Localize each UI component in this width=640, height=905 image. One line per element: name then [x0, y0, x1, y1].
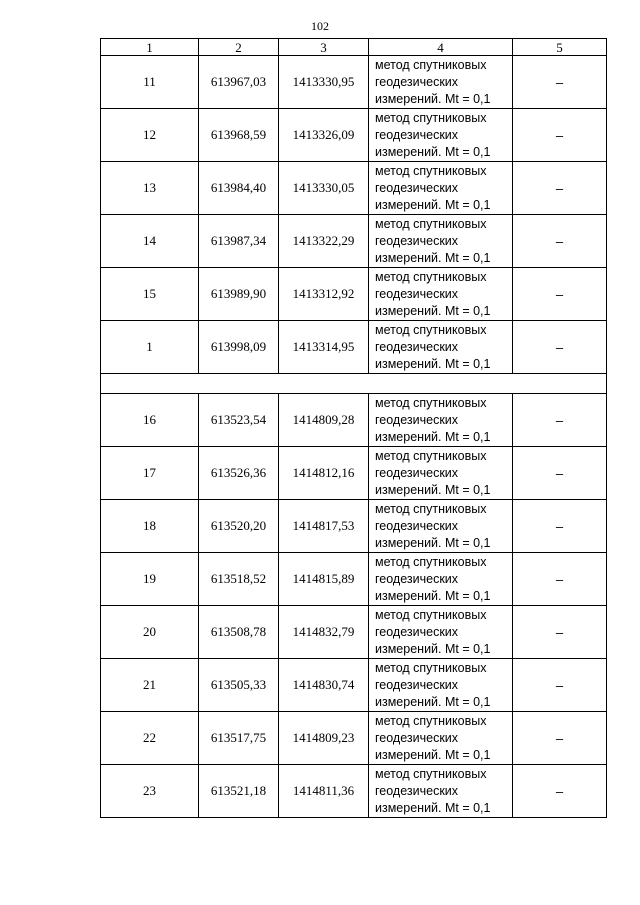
- method-text-line: метод спутниковых: [375, 607, 487, 622]
- x-coordinate-cell: 613505,33: [199, 659, 279, 712]
- method-text-line: метод спутниковых: [375, 322, 487, 337]
- table-row: [101, 215, 607, 268]
- method-cell: [369, 56, 513, 109]
- note-cell: –: [513, 447, 607, 500]
- method-text-line: измерений. Mt = 0,1: [375, 800, 491, 815]
- column-header: 3: [279, 39, 369, 56]
- method-text-line: измерений. Mt = 0,1: [375, 356, 491, 371]
- point-number-cell: 12: [101, 109, 199, 162]
- y-coordinate-cell: 1414832,79: [279, 606, 369, 659]
- method-text-line: измерений. Mt = 0,1: [375, 144, 491, 159]
- method-text-line: метод спутниковых: [375, 395, 487, 410]
- point-number-cell: 15: [101, 268, 199, 321]
- y-coordinate-cell: 1414812,16: [279, 447, 369, 500]
- x-coordinate-cell: 613518,52: [199, 553, 279, 606]
- note-cell: –: [513, 321, 607, 374]
- method-text-line: измерений. Mt = 0,1: [375, 641, 491, 656]
- method-text-line: измерений. Mt = 0,1: [375, 588, 491, 603]
- method-text-line: метод спутниковых: [375, 110, 487, 125]
- table-row: [101, 553, 607, 606]
- point-number-cell: 19: [101, 553, 199, 606]
- table-row: [101, 500, 607, 553]
- table-row: [101, 447, 607, 500]
- method-cell: [369, 606, 513, 659]
- table-row: [101, 321, 607, 374]
- method-text-line: метод спутниковых: [375, 57, 487, 72]
- method-text-line: геодезических: [375, 677, 459, 692]
- method-text-line: геодезических: [375, 624, 459, 639]
- point-number-cell: 14: [101, 215, 199, 268]
- note-cell: –: [513, 268, 607, 321]
- note-cell: –: [513, 162, 607, 215]
- y-coordinate-cell: 1414809,28: [279, 394, 369, 447]
- method-text-line: геодезических: [375, 465, 459, 480]
- method-text-line: геодезических: [375, 571, 459, 586]
- method-text-line: геодезических: [375, 783, 459, 798]
- x-coordinate-cell: 613517,75: [199, 712, 279, 765]
- point-number-cell: 20: [101, 606, 199, 659]
- method-text-line: геодезических: [375, 127, 459, 142]
- method-cell: [369, 268, 513, 321]
- point-number-cell: 18: [101, 500, 199, 553]
- method-cell: [369, 553, 513, 606]
- column-header: 4: [369, 39, 513, 56]
- column-header: 2: [199, 39, 279, 56]
- note-cell: –: [513, 712, 607, 765]
- y-coordinate-cell: 1414830,74: [279, 659, 369, 712]
- note-cell: –: [513, 606, 607, 659]
- point-number-cell: 17: [101, 447, 199, 500]
- method-text-line: геодезических: [375, 412, 459, 427]
- method-text-line: метод спутниковых: [375, 269, 487, 284]
- method-cell: [369, 162, 513, 215]
- header-row: [101, 39, 607, 56]
- x-coordinate-cell: 613520,20: [199, 500, 279, 553]
- method-text-line: метод спутниковых: [375, 501, 487, 516]
- method-text-line: метод спутниковых: [375, 554, 487, 569]
- method-text-line: метод спутниковых: [375, 448, 487, 463]
- method-text-line: измерений. Mt = 0,1: [375, 91, 491, 106]
- x-coordinate-cell: 613984,40: [199, 162, 279, 215]
- point-number-cell: 13: [101, 162, 199, 215]
- method-cell: [369, 215, 513, 268]
- y-coordinate-cell: 1413330,95: [279, 56, 369, 109]
- method-cell: [369, 659, 513, 712]
- column-header: 1: [101, 39, 199, 56]
- note-cell: –: [513, 394, 607, 447]
- x-coordinate-cell: 613523,54: [199, 394, 279, 447]
- method-text-line: измерений. Mt = 0,1: [375, 303, 491, 318]
- method-text-line: метод спутниковых: [375, 766, 487, 781]
- method-text-line: измерений. Mt = 0,1: [375, 250, 491, 265]
- note-cell: –: [513, 765, 607, 818]
- table-row: [101, 394, 607, 447]
- table-row: [101, 606, 607, 659]
- note-cell: –: [513, 109, 607, 162]
- y-coordinate-cell: 1414809,23: [279, 712, 369, 765]
- method-text-line: измерений. Mt = 0,1: [375, 429, 491, 444]
- method-text-line: геодезических: [375, 730, 459, 745]
- point-number-cell: 21: [101, 659, 199, 712]
- note-cell: –: [513, 659, 607, 712]
- x-coordinate-cell: 613967,03: [199, 56, 279, 109]
- y-coordinate-cell: 1414811,36: [279, 765, 369, 818]
- table-row: [101, 56, 607, 109]
- table-row: [101, 765, 607, 818]
- method-text-line: метод спутниковых: [375, 216, 487, 231]
- method-text-line: геодезических: [375, 74, 459, 89]
- method-text-line: геодезических: [375, 180, 459, 195]
- note-cell: –: [513, 56, 607, 109]
- y-coordinate-cell: 1413314,95: [279, 321, 369, 374]
- table-row: [101, 659, 607, 712]
- point-number-cell: 22: [101, 712, 199, 765]
- method-text-line: геодезических: [375, 286, 459, 301]
- method-text-line: измерений. Mt = 0,1: [375, 482, 491, 497]
- method-cell: [369, 765, 513, 818]
- group-separator-row: [101, 374, 607, 394]
- method-text-line: измерений. Mt = 0,1: [375, 535, 491, 550]
- note-cell: –: [513, 500, 607, 553]
- method-cell: [369, 321, 513, 374]
- column-header: 5: [513, 39, 607, 56]
- coordinates-table: [100, 38, 607, 818]
- x-coordinate-cell: 613998,09: [199, 321, 279, 374]
- method-cell: [369, 712, 513, 765]
- y-coordinate-cell: 1414817,53: [279, 500, 369, 553]
- table-row: [101, 162, 607, 215]
- x-coordinate-cell: 613989,90: [199, 268, 279, 321]
- method-cell: [369, 394, 513, 447]
- method-text-line: измерений. Mt = 0,1: [375, 694, 491, 709]
- method-cell: [369, 500, 513, 553]
- method-text-line: метод спутниковых: [375, 660, 487, 675]
- method-cell: [369, 447, 513, 500]
- table-row: [101, 109, 607, 162]
- method-text-line: измерений. Mt = 0,1: [375, 747, 491, 762]
- page-number: 102: [311, 19, 329, 33]
- method-text-line: метод спутниковых: [375, 713, 487, 728]
- x-coordinate-cell: 613521,18: [199, 765, 279, 818]
- method-cell: [369, 109, 513, 162]
- y-coordinate-cell: 1413326,09: [279, 109, 369, 162]
- table-row: [101, 268, 607, 321]
- method-text-line: метод спутниковых: [375, 163, 487, 178]
- table-body: [101, 39, 607, 818]
- y-coordinate-cell: 1413330,05: [279, 162, 369, 215]
- y-coordinate-cell: 1413312,92: [279, 268, 369, 321]
- x-coordinate-cell: 613968,59: [199, 109, 279, 162]
- point-number-cell: 16: [101, 394, 199, 447]
- method-text-line: измерений. Mt = 0,1: [375, 197, 491, 212]
- point-number-cell: 11: [101, 56, 199, 109]
- method-text-line: геодезических: [375, 339, 459, 354]
- table-row: [101, 712, 607, 765]
- y-coordinate-cell: 1413322,29: [279, 215, 369, 268]
- x-coordinate-cell: 613987,34: [199, 215, 279, 268]
- y-coordinate-cell: 1414815,89: [279, 553, 369, 606]
- x-coordinate-cell: 613526,36: [199, 447, 279, 500]
- note-cell: –: [513, 215, 607, 268]
- method-text-line: геодезических: [375, 233, 459, 248]
- point-number-cell: 1: [101, 321, 199, 374]
- method-text-line: геодезических: [375, 518, 459, 533]
- x-coordinate-cell: 613508,78: [199, 606, 279, 659]
- note-cell: –: [513, 553, 607, 606]
- point-number-cell: 23: [101, 765, 199, 818]
- group-separator-cell: [101, 374, 607, 394]
